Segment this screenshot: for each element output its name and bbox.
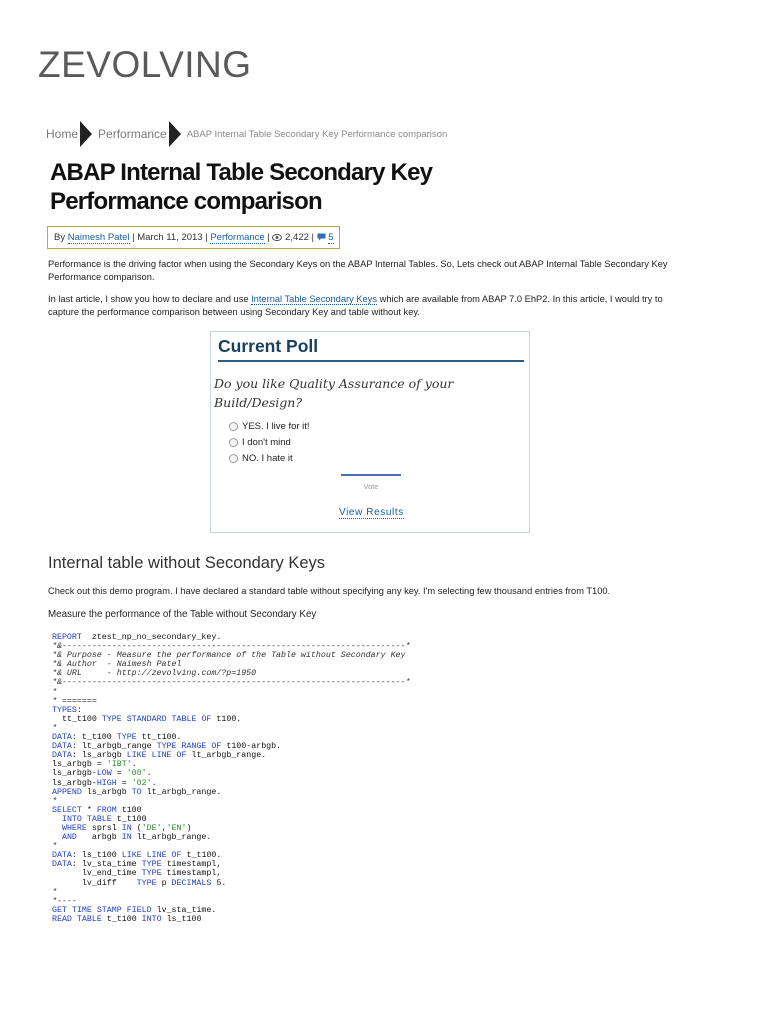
code-line: *&---------------------------------------------------------------------* (52, 642, 411, 652)
breadcrumb (46, 121, 447, 147)
code-line: READ TABLE t_t100 INTO ls_t100 (52, 914, 202, 924)
code-line: AND arbgb IN lt_arbgb_range. (61, 833, 212, 843)
poll-question: Do you like Quality Assurance of your Build/Design? (214, 376, 454, 410)
category-link[interactable]: Performance (210, 232, 265, 243)
code-line: REPORT ztest_np_no_secondary_key. (52, 633, 222, 642)
vote-button[interactable]: Vote (341, 474, 401, 491)
meta-by: By (54, 232, 66, 243)
post-meta: By Naimesh Patel | March 11, 2013 | Performance | 2,422 | 5 (47, 226, 340, 249)
breadcrumb-home-link[interactable]: Home (46, 127, 79, 141)
poll-option-dont-mind[interactable]: I don't mind (229, 437, 291, 448)
poll-option-yes[interactable]: YES. I live for it! (229, 421, 310, 432)
code-line: TYPES: (52, 705, 82, 715)
code-line: *& Author - Naimesh Patel (52, 660, 182, 670)
code-line: DATA: lt_arbgb_range TYPE RANGE OF t100-arbgb. (52, 742, 282, 752)
poll-title: Current Poll (218, 336, 524, 362)
radio-button[interactable] (229, 422, 238, 431)
breadcrumb-separator-icon (169, 121, 181, 147)
code-line: tt_t100 TYPE STANDARD TABLE OF t100. (61, 714, 242, 724)
comment-icon[interactable] (317, 233, 326, 241)
code-line: ls_arbgb-HIGH = '02'. (52, 778, 157, 788)
code-block (52, 633, 742, 988)
code-line: *& URL - http://zevolving.com/?p=1950 (52, 669, 257, 679)
breadcrumb-current: ABAP Internal Table Secondary Key Performance comparison (186, 128, 448, 140)
secondary-keys-article-link[interactable]: Internal Table Secondary Keys (251, 294, 378, 304)
breadcrumb-separator-icon (80, 121, 92, 147)
code-line: DATA: t_t100 TYPE tt_t100. (52, 733, 182, 743)
code-line: * (52, 687, 57, 697)
demo-paragraph: Check out this demo program. I have declared a standard table without specifying any key. I'm selecting few thousand entries from T100. (48, 586, 611, 596)
code-line: APPEND ls_arbgb TO lt_arbgb_range. (52, 787, 222, 797)
code-line: DATA: lv_sta_time TYPE timestampl, (52, 860, 222, 870)
code-line: lv_diff TYPE p DECIMALS 5. (81, 878, 227, 888)
radio-button[interactable] (229, 454, 238, 463)
code-line: SELECT * FROM t100 (52, 805, 142, 815)
code-line: *& Purpose - Measure the performance of the Table without Secondary Key (52, 651, 406, 661)
code-line: * (52, 842, 57, 852)
comment-count-link[interactable]: 5 (328, 232, 334, 243)
site-logo[interactable]: ZEVOLVING (38, 44, 252, 85)
code-line: * (52, 887, 57, 897)
code-line: * ======= (52, 696, 97, 706)
section-heading: Internal table without Secondary Keys (48, 554, 325, 572)
page-title (50, 158, 530, 216)
measure-paragraph: Measure the performance of the Table without Secondary Key (48, 609, 317, 620)
code-line: WHERE sprsl IN ('DE','EN') (61, 823, 192, 833)
page-title-line1: ABAP Internal Table Secondary Key (50, 159, 433, 186)
code-line: ls_arbgb-LOW = '00'. (52, 769, 152, 779)
code-line: DATA: ls_arbgb LIKE LINE OF lt_arbgb_range. (52, 751, 267, 761)
code-line: INTO TABLE t_t100 (61, 814, 147, 824)
radio-button[interactable] (229, 438, 238, 447)
second-paragraph: In last article, I show you how to declare and use Internal Table Secondary Keys which are available from ABAP 7.0 EhP2. In this article, I would try to capture the performance comparison between using Secondary Key and table without key. (48, 294, 663, 317)
code-line: DATA: ls_t100 LIKE LINE OF t_t100. (52, 851, 222, 861)
eye-icon (272, 234, 282, 241)
meta-date: | March 11, 2013 | (132, 232, 208, 243)
poll-widget (210, 331, 530, 533)
code-line: ls_arbgb = 'IBT'. (52, 760, 137, 770)
code-line: *&---------------------------------------------------------------------* (52, 678, 411, 688)
poll-option-no[interactable]: NO. I hate it (229, 453, 293, 464)
page-title-line2: Performance comparison (50, 188, 322, 215)
code-line: * (52, 723, 57, 733)
author-link[interactable]: Naimesh Patel (67, 232, 130, 243)
breadcrumb-category-link[interactable]: Performance (98, 127, 167, 141)
code-line: *---- (52, 896, 77, 906)
view-results-link[interactable]: View Results (339, 507, 404, 518)
code-line: * (52, 796, 57, 806)
view-count: 2,422 (285, 232, 309, 243)
code-line: GET TIME STAMP FIELD lv_sta_time. (52, 905, 217, 915)
code-line: lv_end_time TYPE timestampl, (81, 869, 222, 879)
intro-paragraph: Performance is the driving factor when using the Secondary Keys on the ABAP Internal Tables. So, Lets check out ABAP Internal Table Secondary Key Performance comparison. (48, 259, 668, 282)
